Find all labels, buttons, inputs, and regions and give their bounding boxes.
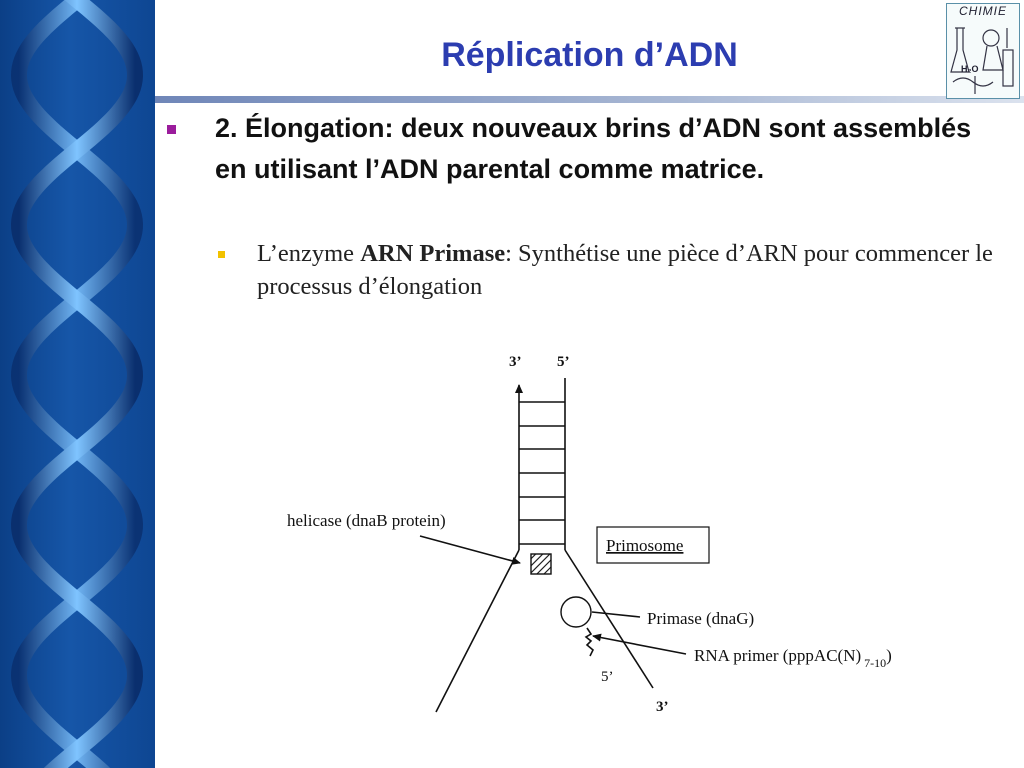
- label-primer-5prime: 5’: [601, 669, 614, 685]
- primase-pointer-line: [592, 612, 640, 617]
- label-rna-primer: [694, 646, 892, 670]
- fork-arm-left: [436, 550, 519, 712]
- label-primosome: Primosome: [606, 536, 684, 555]
- sub-bullet-enzyme-name: ARN Primase: [360, 240, 506, 267]
- label-rna-primer-subscript: 7-10: [864, 656, 887, 670]
- label-bottom-3prime: 3’: [656, 699, 669, 715]
- rna-primer-squiggle: [586, 628, 593, 656]
- sub-bullet-prefix: L’enzyme: [257, 240, 361, 267]
- label-rna-primer-main: RNA primer (pppAC(N): [694, 646, 862, 665]
- svg-text:H₂O: H₂O: [961, 64, 979, 74]
- bullet-point-elongation: 2. Élongation: deux nouveaux brins d’ADN sont assemblés en utilisant l’ADN parental comme matrice.: [215, 113, 972, 184]
- label-helicase: helicase (dnaB protein): [287, 511, 446, 530]
- label-rna-primer-close: ): [886, 646, 892, 665]
- label-top-right-5prime: 5’: [557, 354, 570, 370]
- primase-circle: [561, 597, 591, 627]
- label-top-left-3prime: 3’: [509, 354, 522, 370]
- rna-primer-pointer-arrow: [593, 636, 686, 654]
- sub-bullet-description: : Synthétise une pièce d’ARN pour commencer le processus d’élongation: [257, 240, 993, 300]
- slide-title: Réplication d’ADN: [441, 36, 738, 74]
- label-primase: Primase (dnaG): [647, 609, 755, 628]
- helicase-hatched-box: [531, 554, 551, 574]
- logo-text: CHIMIE: [959, 4, 1007, 18]
- helicase-pointer-arrow: [420, 536, 520, 563]
